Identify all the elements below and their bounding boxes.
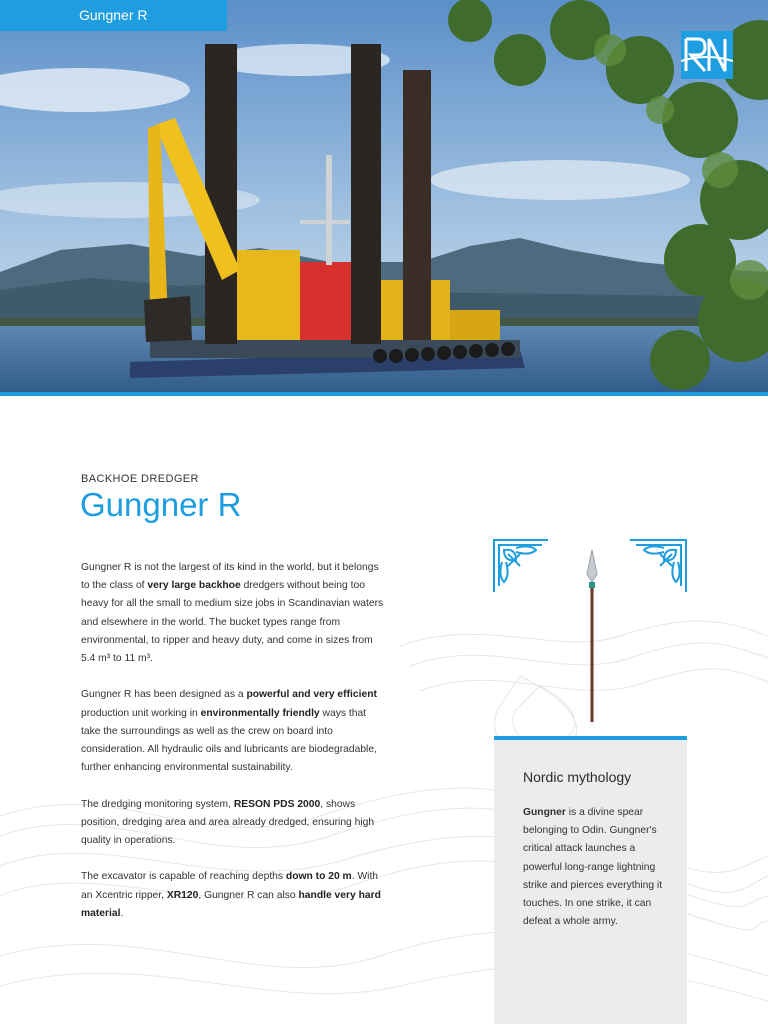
sidebar-text: is a divine spear belonging to Odin. Gungner's critical attack launches a powerful long-range lightning strike and pierces everything it touches. In one strike, it can defeat a whole army. <box>523 807 663 928</box>
paragraph-text: , Gungner R can also <box>198 889 299 901</box>
paragraph-emphasis: XR120 <box>166 889 199 901</box>
sidebar-text <box>523 804 668 931</box>
paragraph-emphasis: environmentally friendly <box>200 707 320 719</box>
page-title: Gungner R <box>80 486 242 523</box>
body-paragraph <box>81 796 386 851</box>
paragraph-emphasis: powerful and very efficient <box>246 689 377 701</box>
paragraph-emphasis: down to 20 m <box>285 871 352 883</box>
sidebar-emphasis: Gungner <box>523 807 566 818</box>
paragraph-text: The dredging monitoring system, <box>81 798 234 810</box>
paragraph-text: dredgers without being too heavy for all the small to medium size jobs in Scandinavian waters and elsewhere in the world. The bucket types range from environmental, to ripper and heavy duty, and come in sizes from 5.4 m³ to 11 m³. <box>81 580 384 665</box>
section-tab: Gungner R <box>0 0 227 31</box>
paragraph-text: . <box>120 907 124 919</box>
paragraph-text: ways that take the surroundings as well as the crew on board into consideration. All hydraulic oils and lubricants are biodegradable, further enhancing environmental sustainability. <box>81 707 377 774</box>
paragraph-text: The excavator is capable of reaching depths <box>81 871 286 883</box>
body-paragraph <box>81 559 386 668</box>
mythology-sidebar <box>494 736 687 1024</box>
sidebar-title: Nordic mythology <box>523 769 632 785</box>
paragraph-text: Gungner R has been designed as a <box>81 689 247 701</box>
spear-icon <box>576 548 608 724</box>
hero-photo <box>0 0 768 395</box>
paragraph-text: production unit working in <box>81 707 201 719</box>
body-text <box>81 559 386 941</box>
celtic-corner-right-icon <box>628 538 688 594</box>
body-paragraph <box>81 868 386 923</box>
paragraph-text: . With an Xcentric ripper, <box>81 871 379 901</box>
dredger-illustration <box>0 0 768 395</box>
rn-logo-icon <box>681 31 733 79</box>
paragraph-text: Gungner R is not the largest of its kind in the world, but it belongs to the class of <box>81 562 379 592</box>
paragraph-emphasis: RESON PDS 2000 <box>233 798 321 810</box>
section-eyebrow: BACKHOE DREDGER <box>81 473 199 485</box>
paragraph-emphasis: very large backhoe <box>147 580 241 592</box>
body-paragraph <box>81 686 386 777</box>
paragraph-text: , shows position, dredging area and area already dredged, ensuring high quality in operations. <box>81 798 375 847</box>
celtic-corner-left-icon <box>492 538 550 594</box>
paragraph-emphasis: handle very hard material <box>81 889 381 919</box>
rn-logo <box>681 31 733 79</box>
